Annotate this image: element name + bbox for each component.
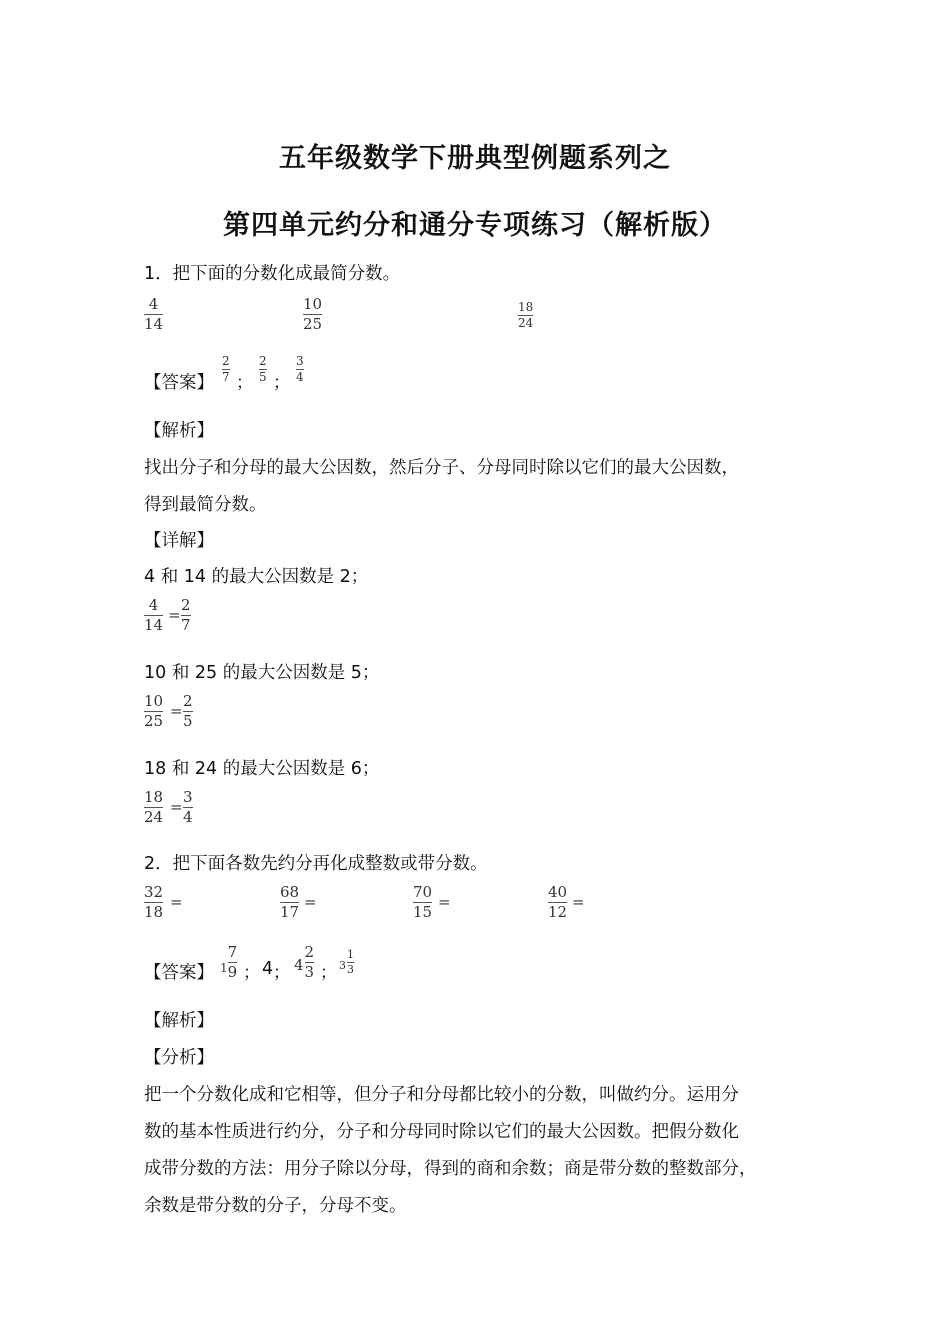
equals-sign: = xyxy=(168,606,181,624)
separator: ； xyxy=(273,963,290,983)
separator: ； xyxy=(236,373,253,393)
numerator: 3 xyxy=(296,354,304,368)
whole-part: 3 xyxy=(339,959,346,972)
numerator: 10 xyxy=(303,295,323,313)
numerator: 4 xyxy=(148,596,159,614)
q1-fraction-2 xyxy=(303,296,322,333)
q2-answer-2: 4 xyxy=(262,959,274,979)
denominator: 5 xyxy=(183,712,193,730)
q1-fraction-1 xyxy=(144,296,163,333)
equals-sign: = xyxy=(170,702,183,720)
q2-paragraph-line-1: 把一个分数化成和它相等，但分子和分母都比较小的分数，叫做约分。运用分 xyxy=(144,1085,739,1105)
q2-prompt: 2．把下面各数先约分再化成整数或带分数。 xyxy=(144,854,488,874)
fraction-part xyxy=(228,944,238,981)
q1-detail-label: 【详解】 xyxy=(144,531,214,551)
q2-fraction-1 xyxy=(144,884,163,921)
numerator: 18 xyxy=(518,300,534,314)
title-line-2: 第四单元约分和通分专项练习（解析版） xyxy=(223,210,727,241)
denominator: 25 xyxy=(144,712,164,730)
q1-analysis-line-1: 找出分子和分母的最大公因数，然后分子、分母同时除以它们的最大公因数， xyxy=(144,458,739,478)
q1-analysis-label: 【解析】 xyxy=(144,421,214,441)
q2-analysis-label: 【解析】 xyxy=(144,1011,214,1031)
title-line-1: 五年级数学下册典型例题系列之 xyxy=(279,143,671,174)
q1-detail-2-from xyxy=(144,693,163,730)
q2-paragraph-line-4: 余数是带分数的分子，分母不变。 xyxy=(144,1196,407,1216)
denominator: 24 xyxy=(144,808,164,826)
q1-detail-3-from xyxy=(144,789,163,826)
numerator: 70 xyxy=(413,883,433,901)
denominator: 9 xyxy=(227,963,238,981)
numerator: 2 xyxy=(304,943,315,961)
denominator: 25 xyxy=(303,315,323,333)
denominator: 18 xyxy=(144,903,164,921)
q2-fraction-4 xyxy=(548,884,567,921)
separator: ； xyxy=(320,963,337,983)
denominator: 3 xyxy=(347,963,354,976)
numerator: 18 xyxy=(144,788,164,806)
equals-sign: = xyxy=(170,798,183,816)
q1-analysis-line-2: 得到最简分数。 xyxy=(144,495,267,515)
numerator: 68 xyxy=(280,883,300,901)
numerator: 10 xyxy=(144,692,164,710)
denominator: 7 xyxy=(181,616,191,634)
equals-sign: = xyxy=(170,893,183,911)
q1-detail-1-to xyxy=(181,597,191,634)
q2-fraction-2 xyxy=(280,884,299,921)
q1-detail-3-to xyxy=(183,789,193,826)
q1-detail-1-from xyxy=(144,597,163,634)
fraction-part xyxy=(347,949,354,976)
denominator: 5 xyxy=(259,370,267,384)
q2-paragraph-line-3: 成带分数的方法：用分子除以分母，得到的商和余数；商是带分数的整数部分， xyxy=(144,1159,757,1179)
numerator: 32 xyxy=(144,883,164,901)
numerator: 2 xyxy=(222,354,230,368)
q2-answer-1 xyxy=(220,944,237,981)
q1-answer-label: 【答案】 xyxy=(144,373,214,393)
equals-sign: = xyxy=(304,893,317,911)
numerator: 2 xyxy=(259,354,267,368)
fraction-part xyxy=(305,944,315,981)
denominator: 7 xyxy=(222,370,230,384)
denominator: 3 xyxy=(304,963,315,981)
denominator: 4 xyxy=(296,370,304,384)
denominator: 14 xyxy=(144,616,164,634)
q1-detail-2-text: 10 和 25 的最大公因数是 5； xyxy=(144,663,380,683)
q1-detail-3-text: 18 和 24 的最大公因数是 6； xyxy=(144,759,380,779)
equals-sign: = xyxy=(572,893,585,911)
denominator: 17 xyxy=(280,903,300,921)
whole-part: 1 xyxy=(220,960,228,975)
separator: ； xyxy=(273,373,290,393)
numerator: 3 xyxy=(183,788,193,806)
denominator: 24 xyxy=(518,316,534,330)
numerator: 2 xyxy=(183,692,193,710)
numerator: 1 xyxy=(347,948,354,961)
q2-fraction-3 xyxy=(413,884,432,921)
q2-answer-4 xyxy=(339,949,354,976)
q2-fenxi-label: 【分析】 xyxy=(144,1048,214,1068)
denominator: 4 xyxy=(183,808,193,826)
numerator: 40 xyxy=(548,883,568,901)
q1-detail-1-text: 4 和 14 的最大公因数是 2； xyxy=(144,567,369,587)
q2-paragraph-line-2: 数的基本性质进行约分，分子和分母同时除以它们的最大公因数。把假分数化 xyxy=(144,1122,739,1142)
numerator: 2 xyxy=(181,596,191,614)
q1-answer-2 xyxy=(259,355,267,384)
separator: ； xyxy=(243,963,260,983)
q1-answer-1 xyxy=(222,355,230,384)
denominator: 12 xyxy=(548,903,568,921)
numerator: 4 xyxy=(148,295,159,313)
q2-answer-3 xyxy=(294,944,314,981)
numerator: 7 xyxy=(227,943,238,961)
q1-detail-2-to xyxy=(183,693,193,730)
q1-prompt: 1．把下面的分数化成最简分数。 xyxy=(144,264,401,284)
whole-part: 4 xyxy=(294,955,304,974)
denominator: 15 xyxy=(413,903,433,921)
q1-fraction-3 xyxy=(518,301,533,330)
q2-answer-label: 【答案】 xyxy=(144,963,214,983)
q1-answer-3 xyxy=(296,355,304,384)
denominator: 14 xyxy=(144,315,164,333)
equals-sign: = xyxy=(438,893,451,911)
